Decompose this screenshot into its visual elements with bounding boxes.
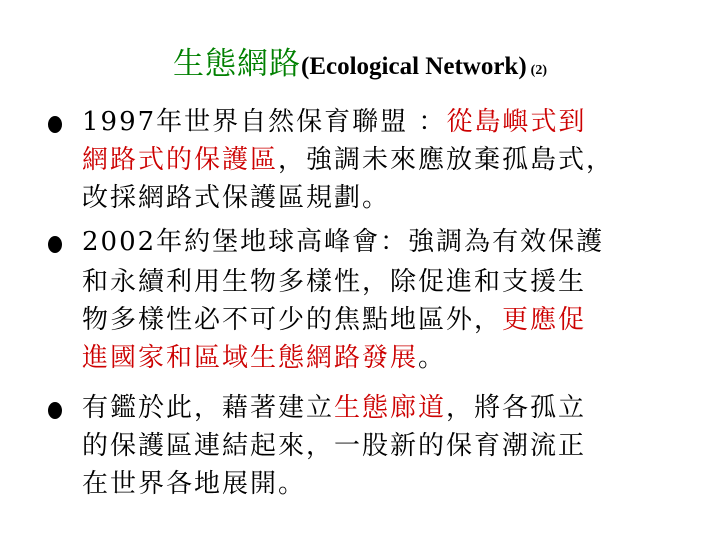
title-english: (Ecological Network) [301, 53, 527, 80]
slide-title [0, 38, 720, 83]
bullet-1-line-1: 1997年世界自然保育聯盟 ：從島嶼式到 [82, 107, 587, 137]
bullet-3-line-3: 在世界各地展開。 [82, 469, 307, 499]
bullet-3-line-1: 有鑑於此，藉著建立生態廊道，將各孤立 [82, 393, 587, 423]
bullet-dot [48, 402, 62, 419]
bullet-1-line-2: 網路式的保護區，強調未來應放棄孤島式， [82, 145, 615, 175]
bullet-dot [48, 116, 62, 133]
bullet-2-line-3: 物多樣性必不可少的焦點地區外，更應促 [82, 305, 587, 335]
bullet-2-line-4: 進國家和區域生態網路發展。 [82, 343, 447, 373]
bullet-dot [48, 236, 62, 253]
title-chinese: 生態網路 [173, 46, 302, 82]
bullet-2-line-1: 2002年約堡地球高峰會：強調為有效保護 [82, 227, 605, 257]
bullet-2-line-2: 和永續利用生物多樣性，除促進和支援生 [82, 267, 587, 297]
title-part-number: (2) [530, 63, 547, 78]
bullet-3-line-2: 的保護區連結起來，一股新的保育潮流正 [82, 431, 587, 461]
bullet-1-line-3: 改採網路式保護區規劃。 [82, 183, 391, 213]
